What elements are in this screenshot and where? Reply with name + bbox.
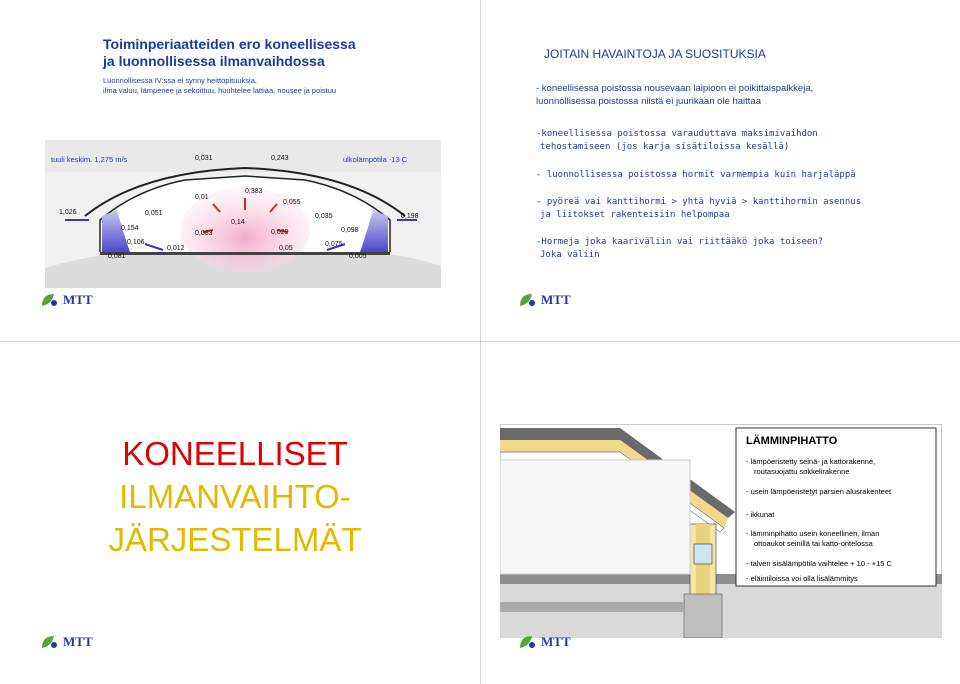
mtt-logo [40,292,93,308]
value-label: 0,035 [315,213,333,220]
paragraph-1 [536,82,946,108]
logo-text: MTT [63,634,93,649]
leaf-icon [518,634,538,650]
slide2-title: JOITAIN HAVAINTOJA JA SUOSITUKSIA [544,47,766,61]
paragraph-2-line1: -koneellisessa poistossa varauduttava maksimivaihdon [536,129,818,139]
paragraph-1-line1: - koneellisessa poistossa nousevaan laipioon ei poikittaispalkkeja, [536,83,814,94]
value-label: 0,031 [195,155,213,162]
paragraph-4 [536,196,946,222]
value-label: 0,01 [195,194,209,201]
info-item: - talven sisälämpötila vaihtelee + 10 - +15 C [746,559,892,568]
value-label: 0,154 [121,225,139,232]
value-label: 0,075 [325,241,343,248]
heading-line2: ILMANVAIHTO- [119,478,351,515]
value-label: 0,243 [271,155,289,162]
paragraph-5-line2: Joka väliin [540,250,600,260]
paragraph-5 [536,236,946,262]
value-label: 0,012 [167,245,185,252]
outdoor-temp-label: ulkolämpötila -13 C [343,155,408,164]
mtt-logo [518,292,571,308]
value-label: 0,051 [145,210,163,217]
value-label: 0,106 [127,239,145,246]
value-label: 0,05 [279,245,293,252]
value-label: 0,081 [108,253,126,260]
info-item: - ikkunat [746,510,775,519]
mtt-logo [40,634,93,650]
value-label: 0,14 [231,219,245,226]
paragraph-2-line2: tehostamiseen (jos karja sisätiloissa kesällä) [540,142,790,152]
airflow-diagram [45,140,441,288]
paragraph-5-line1: -Hormeja joka kaariväliin vai riittääkö joka toiseen? [536,237,824,247]
value-label: 0,083 [195,230,213,237]
info-item: - usein lämpöeristetyt parsien alusrakenteet [746,487,892,496]
value-label: 0,098 [341,227,359,234]
info-item: - lämminpihatto usein koneellinen, ilman [746,529,880,538]
slide1-title-line2: ja luonnollisessa ilmanvaihdossa [103,53,325,69]
slide1-title-line1: Toiminperiaatteiden ero koneellisessa [103,36,356,52]
value-label: 0,055 [283,199,301,206]
slide1-subtitle-line2: ilma valuu, lämpenee ja sekoittuu, huuhtelee lattiaa, nousee ja poistuu [103,86,337,95]
leaf-icon [518,292,538,308]
logo-text: MTT [63,292,93,307]
leaf-icon [40,634,60,650]
value-label: 1,026 [59,209,77,216]
info-item: - lämpöeristetty seinä- ja kattorakenne, [746,457,876,466]
value-label: 0,005 [349,253,367,260]
slide1-title [103,36,403,70]
box-title: LÄMMINPIHATTO [746,435,838,447]
info-item: routasuojattu sokkelirakenne [754,467,850,476]
mtt-logo [518,634,571,650]
wind-label: tuuli keskim. 1,275 m/s [51,155,128,164]
paragraph-4-line2: ja liitokset rakenteisiin helpompaa [540,210,730,220]
slide1-subtitle [103,76,403,96]
paragraph-3: - luonnollisessa poistossa hormit varmempia kuin harjaläppä [536,170,856,180]
logo-text: MTT [541,292,571,307]
info-item: - eläintiloissa voi olla lisälämmitys [746,574,858,583]
info-item: ottoaukot seinillä tai katto-ontelossa [754,539,873,548]
paragraph-4-line1: - pyöreä vai kanttihormi > yhtä hyviä > kanttihormin asennus [536,197,862,207]
heading-line1: KONEELLISET [122,435,348,472]
warm-barn-illustration [500,424,942,638]
value-label: 0,383 [245,188,263,195]
slide-divider-vertical [480,0,481,684]
slide1-subtitle-line1: Luonnollisessa IV:ssa ei synny heittopituuksia, [103,76,257,85]
heading-line3: JÄRJESTELMÄT [108,521,362,558]
value-label: 0,029 [271,229,289,236]
leaf-icon [40,292,60,308]
paragraph-1-line2: luonnollisessa poistossa niistä ei juurikaan ole haittaa [536,96,761,107]
slide3-heading [95,432,375,561]
paragraph-2 [536,128,946,154]
value-label: 0,198 [401,213,419,220]
logo-text: MTT [541,634,571,649]
